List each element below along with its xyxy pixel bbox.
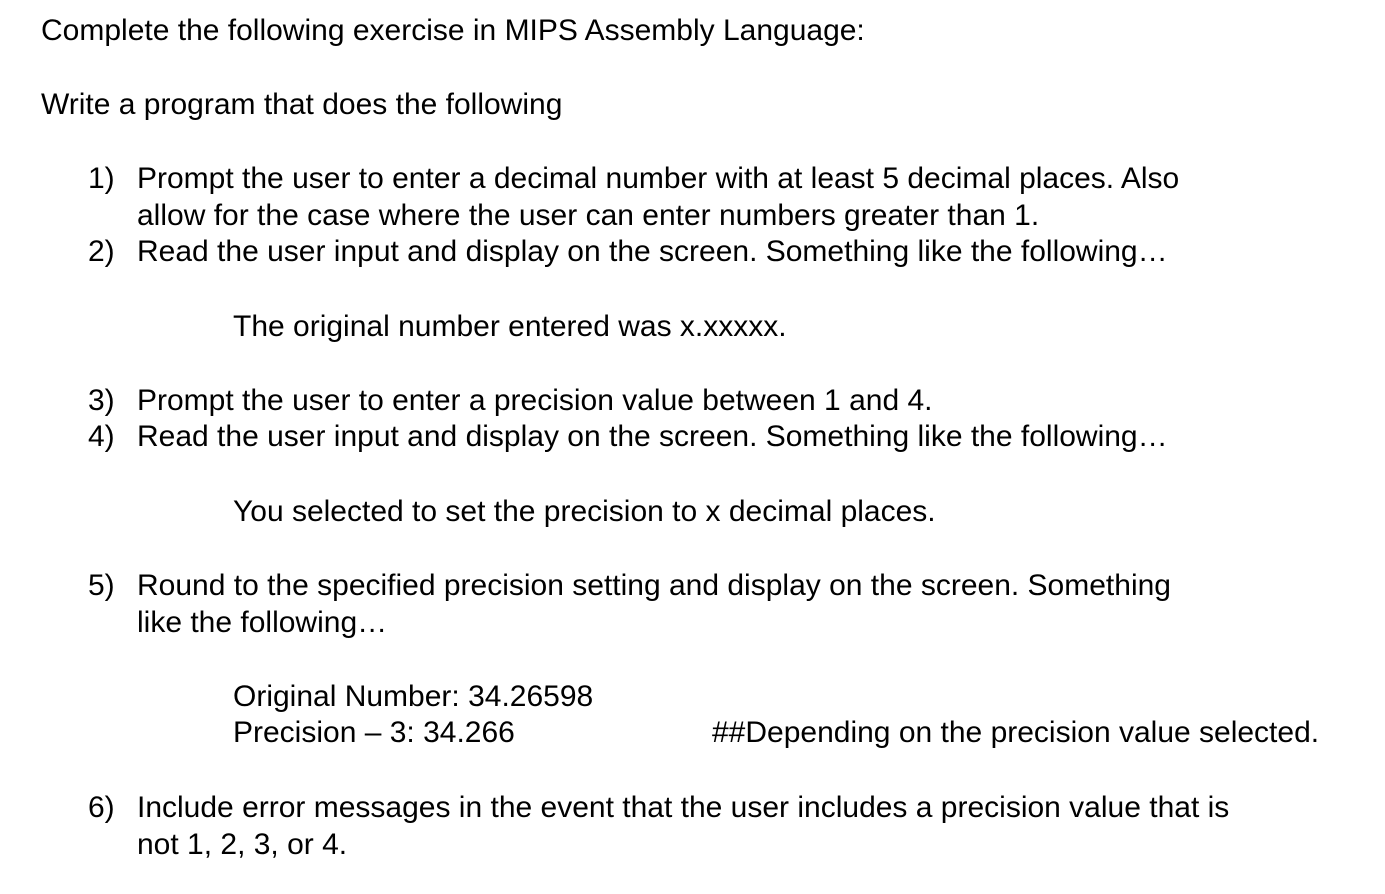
list-item-text: Read the user input and display on the screen. Something like the following…: [137, 420, 1168, 453]
list-item-text: Prompt the user to enter a decimal number with at least 5 decimal places. Also: [137, 162, 1180, 195]
exercise-heading: Complete the following exercise in MIPS Assembly Language:: [41, 14, 865, 47]
list-item-text: Round to the specified precision setting and display on the screen. Something: [137, 569, 1171, 602]
example-rounded-precision: Precision – 3: 34.266: [233, 716, 515, 749]
list-item-number: 2): [88, 235, 115, 268]
exercise-intro: Write a program that does the following: [41, 88, 563, 121]
example-rounded-comment: ##Depending on the precision value selected.: [712, 716, 1320, 749]
list-item-text: allow for the case where the user can enter numbers greater than 1.: [137, 199, 1040, 232]
example-rounded-original: Original Number: 34.26598: [233, 680, 594, 713]
list-item-number: 6): [88, 791, 115, 824]
list-item-number: 4): [88, 420, 115, 453]
list-item-text: Prompt the user to enter a precision value between 1 and 4.: [137, 384, 933, 417]
list-item-number: 3): [88, 384, 115, 417]
list-item-text: Include error messages in the event that the user includes a precision value that is: [137, 791, 1230, 824]
list-item-number: 1): [88, 162, 115, 195]
example-original-output: The original number entered was x.xxxxx.: [233, 310, 787, 343]
list-item-text: like the following…: [137, 606, 388, 639]
list-item-number: 5): [88, 569, 115, 602]
list-item-text: Read the user input and display on the screen. Something like the following…: [137, 235, 1168, 268]
example-precision-output: You selected to set the precision to x decimal places.: [233, 495, 936, 528]
list-item-text: not 1, 2, 3, or 4.: [137, 828, 348, 861]
